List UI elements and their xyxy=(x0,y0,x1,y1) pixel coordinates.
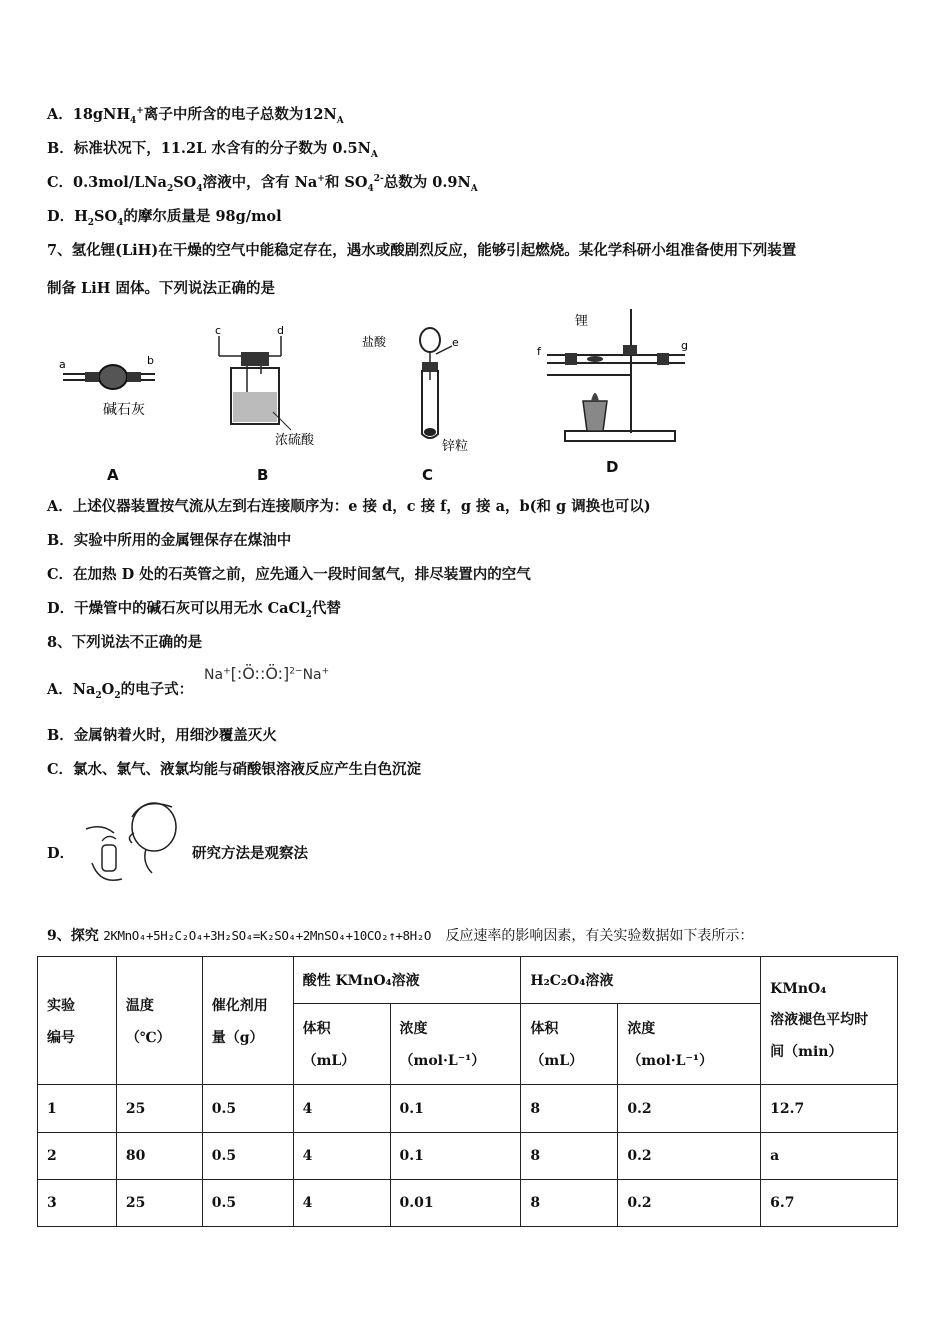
apparatus-b-wash-bottle xyxy=(205,322,335,452)
cell: 0.5 xyxy=(202,1180,293,1227)
q7-option-d: D．干燥管中的碱石灰可以用无水 CaCl$_2$代替 xyxy=(47,600,341,620)
table-row xyxy=(38,1180,898,1227)
cell: 0.01 xyxy=(390,1180,521,1227)
cell: 80 xyxy=(116,1133,202,1180)
caption-d: D xyxy=(606,458,619,476)
header-concentration: 浓度 （mol·L⁻¹） xyxy=(390,1004,521,1085)
header-h2c2o4-solution: H₂C₂O₄溶液 xyxy=(521,957,761,1004)
label-c: c xyxy=(215,324,222,337)
label-zinc: 锌粒 xyxy=(442,439,469,452)
cell: a xyxy=(761,1133,898,1180)
cell: 3 xyxy=(38,1180,117,1227)
q8-option-d-label: D． xyxy=(47,845,75,862)
q7-option-a: A．上述仪器装置按气流从左到右连接顺序为：e 接 d，c 接 f，g 接 a，b(和 g 调换也可以) xyxy=(47,498,651,515)
cell: 0.5 xyxy=(202,1085,293,1133)
header-kmno4-solution: 酸性 KMnO₄溶液 xyxy=(293,957,521,1004)
q6-option-a: A．18gNH$_4$+离子中所含的电子总数为$12N_A$ xyxy=(47,106,344,126)
header-exp-no: 实验 编号 xyxy=(38,957,117,1085)
caption-c: C xyxy=(422,466,434,484)
q8-option-c: C．氯水、氯气、液氯均能与硝酸银溶液反应产生白色沉淀 xyxy=(47,761,422,778)
label-a: a xyxy=(59,358,66,371)
cell: 0.2 xyxy=(618,1085,761,1133)
caption-a: A xyxy=(107,466,119,484)
q8-option-d-text: 研究方法是观察法 xyxy=(192,845,308,862)
header-concentration: 浓度 （mol·L⁻¹） xyxy=(618,1004,761,1085)
q6-option-d: D．$H_2SO_4$的摩尔质量是 98g/mol xyxy=(47,208,282,228)
label-b: b xyxy=(147,354,154,367)
q7-stem-line1: 7、氢化锂(LiH)在干燥的空气中能稳定存在，遇水或酸剧烈反应，能够引起燃烧。某化学科研小组准备使用下列装置 xyxy=(47,242,797,259)
header-fade-time: KMnO₄ 溶液褪色平均时 间（min） xyxy=(761,957,898,1085)
cell: 25 xyxy=(116,1085,202,1133)
na2o2-electron-formula: Na+[:Ö::Ö:]$^{2-}$Na+ xyxy=(204,664,330,683)
q7-option-c: C．在加热 D 处的石英管之前，应先通入一段时间氢气，排尽装置内的空气 xyxy=(47,566,531,583)
label-hydrochloric-acid: 盐酸 xyxy=(362,335,387,349)
cell: 8 xyxy=(521,1180,618,1227)
cell: 12.7 xyxy=(761,1085,898,1133)
cell: 0.1 xyxy=(390,1133,521,1180)
q8-option-b: B．金属钠着火时，用细沙覆盖灭火 xyxy=(47,727,277,744)
cell: 0.1 xyxy=(390,1085,521,1133)
cell: 8 xyxy=(521,1133,618,1180)
apparatus-c-gas-generator xyxy=(360,322,470,452)
label-d: d xyxy=(277,324,284,337)
header-temperature: 温度 （℃） xyxy=(116,957,202,1085)
label-g: g xyxy=(681,339,688,352)
apparatus-d-heated-tube xyxy=(535,305,695,450)
label-e: e xyxy=(452,336,459,349)
q8-option-a: A．$Na_2O_2$的电子式： xyxy=(47,681,194,701)
header-volume: 体积 （mL） xyxy=(293,1004,390,1085)
table-row xyxy=(38,1085,898,1133)
cell: 1 xyxy=(38,1085,117,1133)
header-catalyst: 催化剂用 量（g） xyxy=(202,957,293,1085)
q6-option-b: B．标准状况下，11.2L 水含有的分子数为 $0.5N_A$ xyxy=(47,140,378,160)
q9-stem: 9、探究 2KMnO₄+5H₂C₂O₄+3H₂SO₄=K₂SO₄+2MnSO₄+10CO₂↑+8H₂O 反应速率的影响因素，有关实验数据如下表所示： xyxy=(47,928,754,944)
label-f: f xyxy=(537,345,541,358)
cell: 6.7 xyxy=(761,1180,898,1227)
header-volume: 体积 （mL） xyxy=(521,1004,618,1085)
experiment-data-table xyxy=(37,956,898,1227)
cell: 4 xyxy=(293,1180,390,1227)
cell: 4 xyxy=(293,1133,390,1180)
cell: 25 xyxy=(116,1180,202,1227)
cell: 4 xyxy=(293,1085,390,1133)
table-row xyxy=(38,1133,898,1180)
label-conc-h2so4: 浓硫酸 xyxy=(275,433,315,448)
label-soda-lime: 碱石灰 xyxy=(103,402,145,418)
q7-option-b: B．实验中所用的金属锂保存在煤油中 xyxy=(47,532,292,549)
label-lithium: 锂 xyxy=(575,314,589,329)
cell: 2 xyxy=(38,1133,117,1180)
cell: 0.2 xyxy=(618,1180,761,1227)
q8-stem: 8、下列说法不正确的是 xyxy=(47,634,203,651)
smelling-gas-illustration xyxy=(72,793,187,893)
caption-b: B xyxy=(257,466,269,484)
cell: 0.5 xyxy=(202,1133,293,1180)
q6-option-c: C．$0.3mol/LNa_2SO_4$溶液中，含有 Na+和 $SO_4^{2-}$总数为 $0.9N_A$ xyxy=(47,174,478,194)
cell: 0.2 xyxy=(618,1133,761,1180)
q7-stem-line2: 制备 LiH 固体。下列说法正确的是 xyxy=(47,280,275,297)
cell: 8 xyxy=(521,1085,618,1133)
apparatus-a-drying-tube xyxy=(55,340,165,430)
